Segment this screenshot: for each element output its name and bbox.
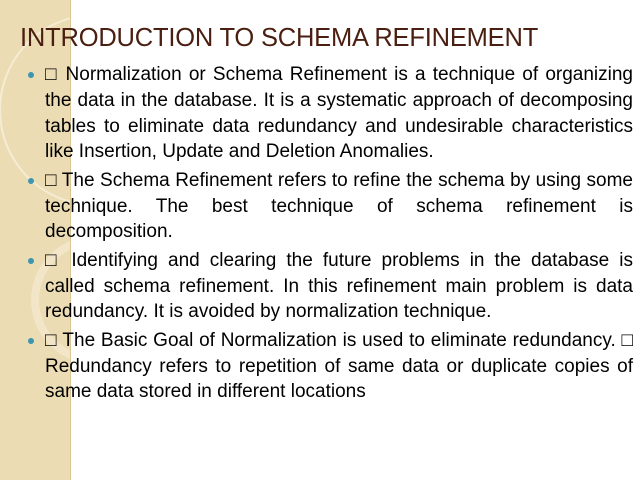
bullet-text: □ The Schema Refinement refers to refine the schema by using some technique. The best technique of schema refinement is decomposition. [45,169,633,243]
bullet-item [45,62,633,165]
bullet-item [45,328,633,405]
bullet-item [45,248,633,325]
bullet-text: □ Normalization or Schema Refinement is a technique of organizing the data in the database. It is a systematic approach of decomposing tables to eliminate data redundancy and undesirable characteristics like Insertion, Update and Deletion Anomalies. [45,64,633,163]
bullet-text: □ The Basic Goal of Normalization is used to eliminate redundancy. □ Redundancy refers to repetition of same data or duplicate copies of same data stored in different locations [45,329,633,403]
bullet-icon [28,258,34,264]
bullet-icon [28,338,34,344]
slide-title: INTRODUCTION TO SCHEMA REFINEMENT [20,24,539,52]
bullet-item [45,168,633,245]
bullet-text: □ Identifying and clearing the future problems in the database is called schema refinement. In this refinement main problem is data redundancy. It is avoided by normalization technique. [45,249,633,323]
bullet-icon [28,72,34,78]
bullet-icon [28,178,34,184]
bullet-list [45,62,633,408]
